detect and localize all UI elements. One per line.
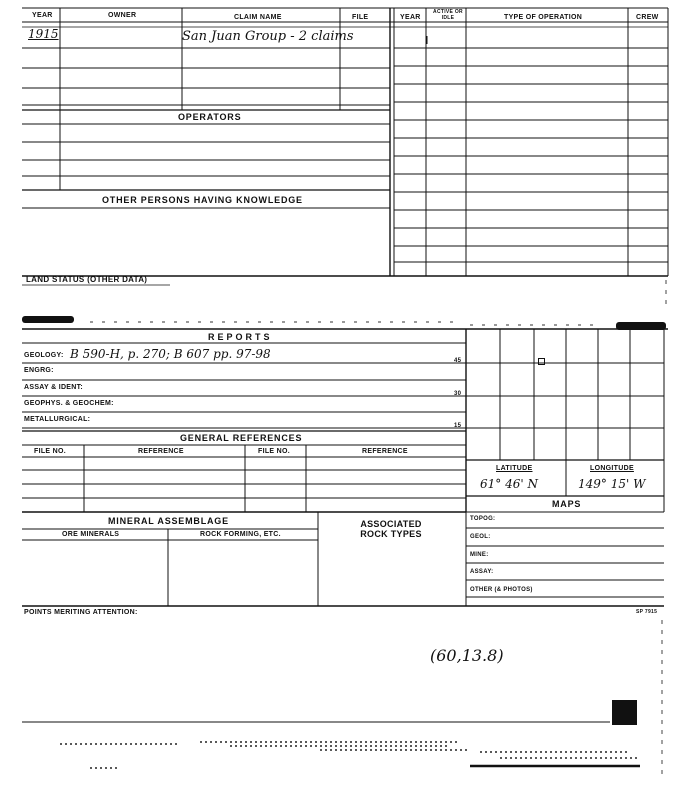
associated-rock-types-label: ASSOCIATED ROCK TYPES: [360, 519, 422, 540]
header-file: FILE: [352, 14, 369, 21]
longitude-label: LONGITUDE: [590, 465, 634, 472]
general-references-title: GENERAL REFERENCES: [180, 433, 303, 443]
header-crew: CREW: [636, 14, 659, 21]
maps-geol: GEOL:: [470, 534, 491, 540]
header-type-of-operation: TYPE OF OPERATION: [504, 14, 583, 21]
operators-label: OPERATORS: [178, 112, 242, 122]
points-meriting-attention-label: POINTS MERITING ATTENTION:: [24, 609, 138, 616]
maps-mine: MINE:: [470, 552, 489, 558]
header-owner: OWNER: [108, 12, 137, 19]
claim-name-entry: San Juan Group - 2 claims: [182, 29, 354, 44]
maps-title: MAPS: [552, 499, 582, 509]
geophys-label: GEOPHYS. & GEOCHEM:: [24, 400, 114, 407]
geology-label: GEOLOGY:: [24, 352, 64, 359]
reports-title: REPORTS: [208, 332, 273, 342]
ore-minerals-label: ORE MINERALS: [62, 531, 120, 538]
other-persons-label: OTHER PERSONS HAVING KNOWLEDGE: [102, 195, 303, 205]
mineral-assemblage-title: MINERAL ASSEMBLAGE: [108, 516, 229, 526]
form-number: SP 7915: [636, 609, 658, 615]
latitude-label: LATITUDE: [496, 465, 533, 472]
claim-year-entry: 1915: [28, 27, 59, 41]
longitude-value: 149° 15' W: [578, 477, 646, 491]
header-year-2: YEAR: [400, 14, 421, 21]
map-grid-marker: [538, 358, 545, 365]
rock-forming-label: ROCK FORMING, ETC.: [200, 531, 281, 538]
scan-blot-left: [22, 316, 74, 323]
header-active-or-idle: ACTIVE OR IDLE: [433, 9, 463, 21]
metallurgical-label: METALLURGICAL:: [24, 416, 91, 423]
margin-number-45: 45: [454, 358, 462, 364]
maps-other: OTHER (& PHOTOS): [470, 587, 533, 593]
header-year: YEAR: [32, 12, 53, 19]
col-reference-2: REFERENCE: [362, 448, 408, 455]
handwritten-coordinates: (60,13.8): [430, 646, 504, 665]
maps-topog: TOPOG:: [470, 516, 496, 522]
col-file-no-2: FILE NO.: [258, 448, 290, 455]
scan-blot-right: [616, 322, 666, 330]
scan-blot-square: [612, 700, 637, 725]
header-claim-name: CLAIM NAME: [234, 14, 282, 21]
col-file-no-1: FILE NO.: [34, 448, 66, 455]
maps-assay: ASSAY:: [470, 569, 494, 575]
margin-number-30: 30: [454, 391, 462, 397]
land-status-label: LAND STATUS (OTHER DATA): [26, 275, 148, 284]
latitude-value: 61° 46' N: [480, 477, 538, 491]
margin-number-15: 15: [454, 423, 462, 429]
geology-value: B 590-H, p. 270; B 607 pp. 97-98: [70, 347, 271, 361]
assay-label: ASSAY & IDENT:: [24, 384, 84, 391]
engrg-label: ENGRG:: [24, 367, 54, 374]
col-reference-1: REFERENCE: [138, 448, 184, 455]
